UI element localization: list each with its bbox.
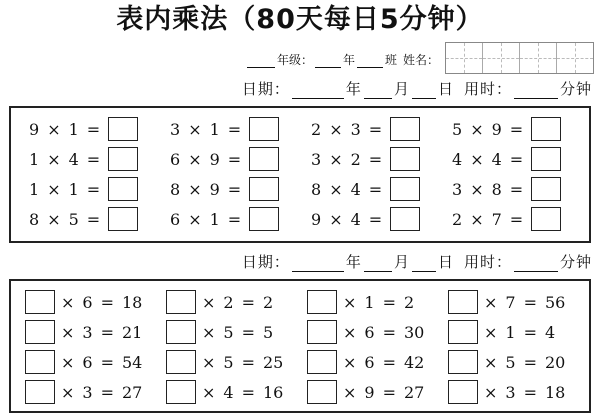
answer-box[interactable] [249,117,279,141]
equation [25,347,166,377]
factor-b: 6 [364,352,375,372]
times-sign: × [343,352,357,372]
month-input[interactable] [364,255,392,272]
year-unit: 年 [345,80,362,98]
equation [448,377,589,407]
factor-b: 4 [350,209,361,229]
equation [307,204,448,234]
factor-b: 6 [82,352,93,372]
times-sign: × [470,179,484,199]
factor-a: 3 [170,119,181,139]
times-sign: × [202,352,216,372]
times-sign: × [329,209,343,229]
equation [448,317,589,347]
factor-b: 1 [505,322,516,342]
class-label: 班 [384,53,397,67]
equals-sign: = [382,382,396,402]
student-info-row [245,46,594,68]
month-unit: 月 [393,80,410,98]
day-input[interactable] [412,82,436,99]
product: 18 [122,292,143,312]
section-2-grid [11,281,589,407]
factor-a: 2 [452,209,463,229]
answer-box[interactable] [166,320,196,344]
grade-label: 年级： [276,53,313,67]
year-label: 年 [342,53,355,67]
equals-sign: = [509,179,524,199]
product: 27 [122,382,143,402]
times-sign: × [470,209,484,229]
factor-b: 4 [68,149,79,169]
equation [166,174,307,204]
equation [25,317,166,347]
factor-a: 6 [170,149,181,169]
name-label: 姓名： [402,53,439,67]
equation [307,377,448,407]
times-sign: × [484,322,498,342]
times-sign: × [329,149,343,169]
times-sign: × [61,322,75,342]
product: 27 [404,382,425,402]
equation [307,287,448,317]
answer-box[interactable] [448,350,478,374]
minutes-unit: 分钟 [559,80,592,98]
equals-sign: = [368,179,383,199]
equals-sign: = [368,119,383,139]
factor-b: 5 [223,322,234,342]
answer-box[interactable] [249,147,279,171]
factor-a: 8 [311,179,322,199]
times-sign: × [61,292,75,312]
answer-box[interactable] [531,147,561,171]
answer-box[interactable] [25,380,55,404]
times-sign: × [188,149,202,169]
answer-box[interactable] [25,320,55,344]
factor-b: 9 [209,179,220,199]
equation [25,287,166,317]
product: 54 [122,352,143,372]
times-sign: × [202,382,216,402]
answer-box[interactable] [108,117,138,141]
month-unit: 月 [393,253,410,271]
year-unit: 年 [345,253,362,271]
equation [166,144,307,174]
factor-a: 5 [452,119,463,139]
product: 2 [263,292,274,312]
times-sign: × [47,209,61,229]
product: 20 [545,352,566,372]
equation [307,144,448,174]
date-row-1 [242,77,592,99]
answer-box[interactable] [307,380,337,404]
answer-box[interactable] [448,320,478,344]
equals-sign: = [382,292,396,312]
day-unit: 日 [437,253,454,271]
equation [166,347,307,377]
equation [166,287,307,317]
factor-b: 9 [209,149,220,169]
times-sign: × [329,179,343,199]
answer-box[interactable] [390,117,420,141]
class-blank[interactable] [357,53,383,68]
section-2-panel [9,279,591,413]
equation [166,204,307,234]
equals-sign: = [509,209,524,229]
factor-a: 9 [29,119,40,139]
answer-box[interactable] [166,290,196,314]
product: 56 [545,292,566,312]
equation [448,347,589,377]
answer-box[interactable] [448,380,478,404]
factor-a: 6 [170,209,181,229]
equals-sign: = [382,322,396,342]
equation [25,114,166,144]
times-sign: × [484,352,498,372]
factor-b: 3 [350,119,361,139]
day-unit: 日 [437,80,454,98]
page-title: 表内乘法（80天每日5分钟） [116,4,484,35]
equals-sign: = [241,382,255,402]
times-sign: × [343,382,357,402]
factor-b: 3 [505,382,516,402]
factor-b: 1 [68,119,79,139]
factor-b: 2 [350,149,361,169]
answer-box[interactable] [249,177,279,201]
product: 30 [404,322,425,342]
answer-box[interactable] [307,320,337,344]
equation [25,174,166,204]
factor-a: 2 [311,119,322,139]
equation [307,174,448,204]
times-sign: × [484,292,498,312]
factor-b: 7 [505,292,516,312]
name-writing-grid[interactable] [445,42,594,74]
equation [307,114,448,144]
equation [448,114,589,144]
answer-box[interactable] [390,207,420,231]
product: 18 [545,382,566,402]
factor-b: 3 [82,382,93,402]
product: 16 [263,382,284,402]
times-sign: × [343,322,357,342]
equals-sign: = [368,149,383,169]
time-label: 用时： [463,80,512,98]
times-sign: × [47,149,61,169]
equals-sign: = [509,119,524,139]
equals-sign: = [100,292,114,312]
product: 21 [122,322,143,342]
equals-sign: = [86,119,101,139]
equals-sign: = [523,292,537,312]
equals-sign: = [100,322,114,342]
factor-a: 4 [452,149,463,169]
times-sign: × [61,382,75,402]
equation [166,114,307,144]
times-sign: × [202,292,216,312]
answer-box[interactable] [531,177,561,201]
time-label: 用时： [463,253,512,271]
product: 25 [263,352,284,372]
equation [25,377,166,407]
times-sign: × [47,119,61,139]
section-1-panel [9,106,591,243]
answer-box[interactable] [307,290,337,314]
times-sign: × [202,322,216,342]
equation [307,317,448,347]
equation [448,174,589,204]
answer-box[interactable] [108,147,138,171]
date-label: 日期： [241,253,290,271]
times-sign: × [188,209,202,229]
answer-box[interactable] [390,147,420,171]
equals-sign: = [86,149,101,169]
answer-box[interactable] [448,290,478,314]
product: 2 [404,292,415,312]
name-cell[interactable] [483,43,520,73]
factor-a: 1 [29,179,40,199]
year-input[interactable] [292,82,344,99]
factor-b: 5 [223,352,234,372]
product: 5 [263,322,274,342]
equation [25,204,166,234]
equals-sign: = [523,382,537,402]
answer-box[interactable] [307,350,337,374]
factor-b: 8 [491,179,502,199]
times-sign: × [343,292,357,312]
year-input[interactable] [292,255,344,272]
equals-sign: = [86,209,101,229]
equals-sign: = [100,352,114,372]
factor-b: 5 [505,352,516,372]
factor-b: 1 [209,209,220,229]
factor-b: 9 [364,382,375,402]
answer-box[interactable] [531,207,561,231]
equals-sign: = [382,352,396,372]
factor-b: 3 [82,322,93,342]
answer-box[interactable] [25,350,55,374]
equals-sign: = [100,382,114,402]
equals-sign: = [368,209,383,229]
answer-box[interactable] [531,117,561,141]
times-sign: × [61,352,75,372]
factor-a: 3 [452,179,463,199]
factor-a: 8 [170,179,181,199]
equation [307,347,448,377]
equation [448,204,589,234]
times-sign: × [329,119,343,139]
equation [25,144,166,174]
factor-b: 4 [491,149,502,169]
factor-b: 9 [491,119,502,139]
name-cell[interactable] [557,43,593,73]
answer-box[interactable] [166,350,196,374]
year-blank[interactable] [315,53,341,68]
equals-sign: = [241,292,255,312]
equation [448,144,589,174]
equals-sign: = [86,179,101,199]
factor-b: 1 [364,292,375,312]
factor-b: 5 [68,209,79,229]
factor-a: 8 [29,209,40,229]
equals-sign: = [227,119,242,139]
answer-box[interactable] [25,290,55,314]
answer-box[interactable] [390,177,420,201]
equals-sign: = [227,209,242,229]
equals-sign: = [227,149,242,169]
factor-a: 3 [311,149,322,169]
equals-sign: = [523,352,537,372]
factor-b: 7 [491,209,502,229]
section-1-grid [11,108,589,234]
name-cell[interactable] [520,43,557,73]
equals-sign: = [241,352,255,372]
times-sign: × [470,119,484,139]
answer-box[interactable] [249,207,279,231]
answer-box[interactable] [108,177,138,201]
factor-b: 1 [209,119,220,139]
date-label: 日期： [241,80,290,98]
grade-blank[interactable] [247,53,275,68]
equation [448,287,589,317]
equation [166,377,307,407]
factor-b: 2 [223,292,234,312]
equals-sign: = [227,179,242,199]
times-sign: × [484,382,498,402]
minutes-unit: 分钟 [559,253,592,271]
name-cell[interactable] [446,43,483,73]
month-input[interactable] [364,82,392,99]
factor-a: 9 [311,209,322,229]
day-input[interactable] [412,255,436,272]
factor-b: 6 [364,322,375,342]
equation [166,317,307,347]
times-sign: × [188,119,202,139]
equals-sign: = [523,322,537,342]
product: 42 [404,352,425,372]
time-input[interactable] [514,82,558,99]
date-row-2 [242,250,592,272]
times-sign: × [47,179,61,199]
answer-box[interactable] [166,380,196,404]
factor-b: 1 [68,179,79,199]
factor-b: 4 [223,382,234,402]
factor-b: 4 [350,179,361,199]
answer-box[interactable] [108,207,138,231]
factor-a: 1 [29,149,40,169]
equals-sign: = [509,149,524,169]
times-sign: × [470,149,484,169]
factor-b: 6 [82,292,93,312]
times-sign: × [188,179,202,199]
product: 4 [545,322,556,342]
time-input[interactable] [514,255,558,272]
equals-sign: = [241,322,255,342]
